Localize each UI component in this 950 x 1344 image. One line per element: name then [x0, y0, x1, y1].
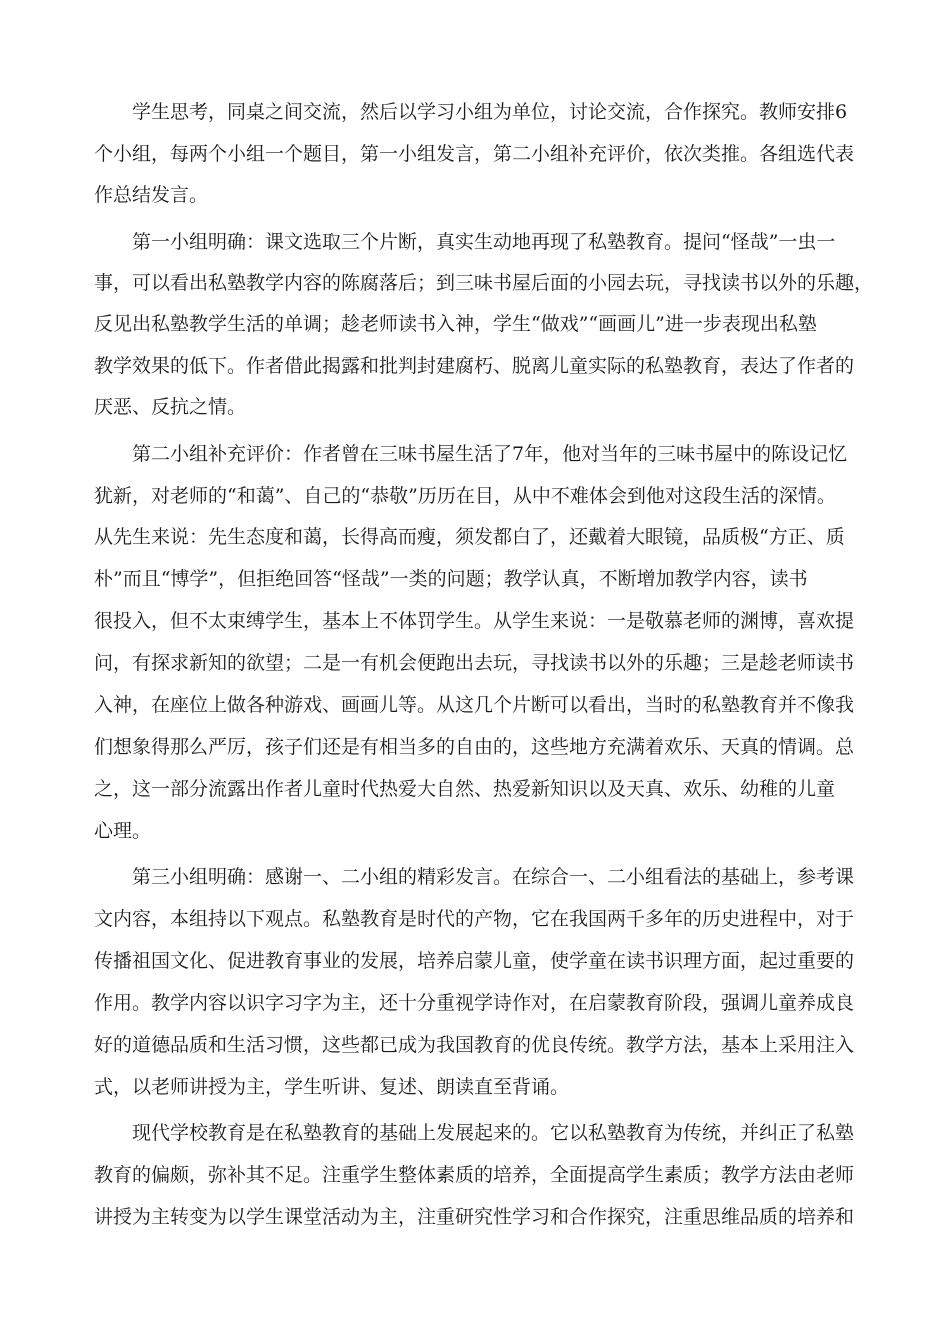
text-line: 现代学校教育是在私塾教育的基础上发展起来的。它以私塾教育为传统，并纠正了私塾	[132, 1122, 855, 1144]
text-line: 教育的偏颇，弥补其不足。注重学生整体素质的培养，全面提高学生素质；教学方法由老师	[94, 1164, 855, 1186]
text-line: 作总结发言。	[94, 184, 209, 206]
text-line: 很投入，但不太束缚学生，基本上不体罚学生。从学生来说：一是敬慕老师的渊博，喜欢提	[94, 610, 855, 632]
text-line: 心理。	[94, 820, 152, 842]
text-line: 文内容，本组持以下观点。私塾教育是时代的产物，它在我国两千多年的历史进程中，对于	[94, 908, 855, 930]
text-line: 犹新，对老师的“和蔼”、自己的“恭敬”历历在目，从中不难体会到他对这段生活的深情。	[94, 485, 836, 507]
text-line: 第一小组明确：课文选取三个片断，真实生动地再现了私塾教育。提问“怪哉”一虫一	[132, 231, 836, 253]
text-line: 厌恶、反抗之情。	[94, 396, 247, 418]
text-line: 学生思考，同桌之间交流，然后以学习小组为单位，讨论交流，合作探究。教师安排6	[132, 101, 848, 123]
text-line: 个小组，每两个小组一个题目，第一小组发言，第二小组补充评价，依次类推。各组选代表	[94, 143, 855, 165]
text-line: 从先生来说：先生态度和蔼，长得高而瘦，须发都白了，还戴着大眼镜，品质极“方正、质	[94, 526, 845, 548]
text-line: 们想象得那么严厉，孩子们还是有相当多的自由的，这些地方充满着欢乐、天真的情调。总	[94, 736, 855, 758]
text-line: 第二小组补充评价：作者曾在三味书屋生活了7年，他对当年的三味书屋中的陈设记忆	[132, 443, 848, 465]
text-line: 朴”而且“博学”，但拒绝回答“怪哉”一类的问题；教学认真，不断增加教学内容，读书	[94, 568, 808, 590]
text-line: 式，以老师讲授为主，学生听讲、复述、朗读直至背诵。	[94, 1076, 570, 1098]
text-line: 作用。教学内容以识字习字为主，还十分重视学诗作对，在启蒙教育阶段，强调儿童养成良	[94, 992, 855, 1014]
text-line: 问，有探求新知的欲望；二是一有机会便跑出去玩，寻找读书以外的乐趣；三是趁老师读书	[94, 652, 855, 674]
text-line: 好的道德品质和生活习惯，这些都已成为我国教育的优良传统。教学方法，基本上采用注入	[94, 1034, 855, 1056]
text-line: 讲授为主转变为以学生课堂活动为主，注重研究性学习和合作探究，注重思维品质的培养和	[94, 1206, 855, 1228]
text-line: 传播祖国文化、促进教育事业的发展，培养启蒙儿童，使学童在读书识理方面，起过重要的	[94, 950, 855, 972]
text-line: 教学效果的低下。作者借此揭露和批判封建腐朽、脱离儿童实际的私塾教育，表达了作者的	[94, 355, 855, 377]
text-line: 事，可以看出私塾教学内容的陈腐落后；到三味书屋后面的小园去玩，寻找读书以外的乐趣，	[94, 272, 874, 294]
text-line: 之，这一部分流露出作者儿童时代热爱大自然、热爱新知识以及天真、欢乐、幼稚的儿童	[94, 778, 836, 800]
text-line: 反见出私塾教学生活的单调；趁老师读书入神，学生“做戏”“画画儿”进一步表现出私塾	[94, 313, 817, 335]
text-line: 第三小组明确：感谢一、二小组的精彩发言。在综合一、二小组看法的基础上，参考课	[132, 866, 855, 888]
text-line: 入神，在座位上做各种游戏、画画儿等。从这几个片断可以看出，当时的私塾教育并不像我	[94, 694, 855, 716]
